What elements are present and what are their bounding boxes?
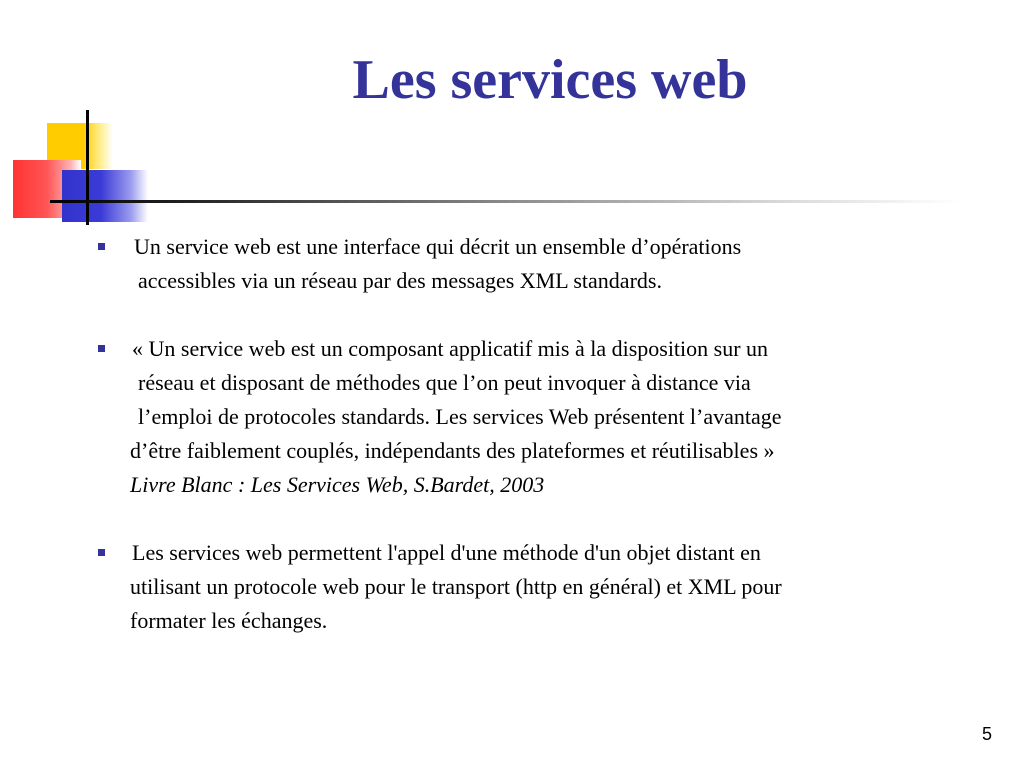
bullet-text-line: réseau et disposant de méthodes que l’on peut invoquer à distance via	[138, 370, 751, 395]
bullet-text-line: formater les échanges.	[130, 608, 328, 633]
bullet-text-line: d’être faiblement couplés, indépendants des plateformes et réutilisables »	[130, 438, 775, 463]
bullet-text-line: l’emploi de protocoles standards. Les services Web présentent l’avantage	[138, 404, 782, 429]
decoration-horizontal-rule	[50, 200, 960, 203]
page-number: 5	[981, 724, 992, 744]
decoration-vertical-line	[86, 110, 89, 225]
slide-content	[96, 230, 996, 672]
bullet-text-line: « Un service web est un composant applicatif mis à la disposition sur un	[132, 336, 769, 361]
bullet-square-icon	[98, 549, 105, 556]
slide-title: Les services web	[352, 49, 748, 111]
bullet-item	[96, 230, 996, 298]
bullet-square-icon	[98, 345, 105, 352]
bullet-item	[96, 332, 996, 502]
bullet-text-line: accessibles via un réseau par des messages XML standards.	[138, 268, 662, 293]
bullet-item	[96, 536, 996, 638]
bullet-text-line: utilisant un protocole web pour le transport (http en général) et XML pour	[130, 574, 782, 599]
bullet-square-icon	[98, 243, 105, 250]
bullet-text-line: Un service web est une interface qui décrit un ensemble d’opérations	[134, 234, 742, 259]
decoration-blue-square	[62, 170, 148, 222]
bullet-text-line: Les services web permettent l'appel d'une méthode d'un objet distant en	[132, 540, 761, 565]
citation-text: Livre Blanc : Les Services Web, S.Bardet, 2003	[130, 472, 545, 497]
